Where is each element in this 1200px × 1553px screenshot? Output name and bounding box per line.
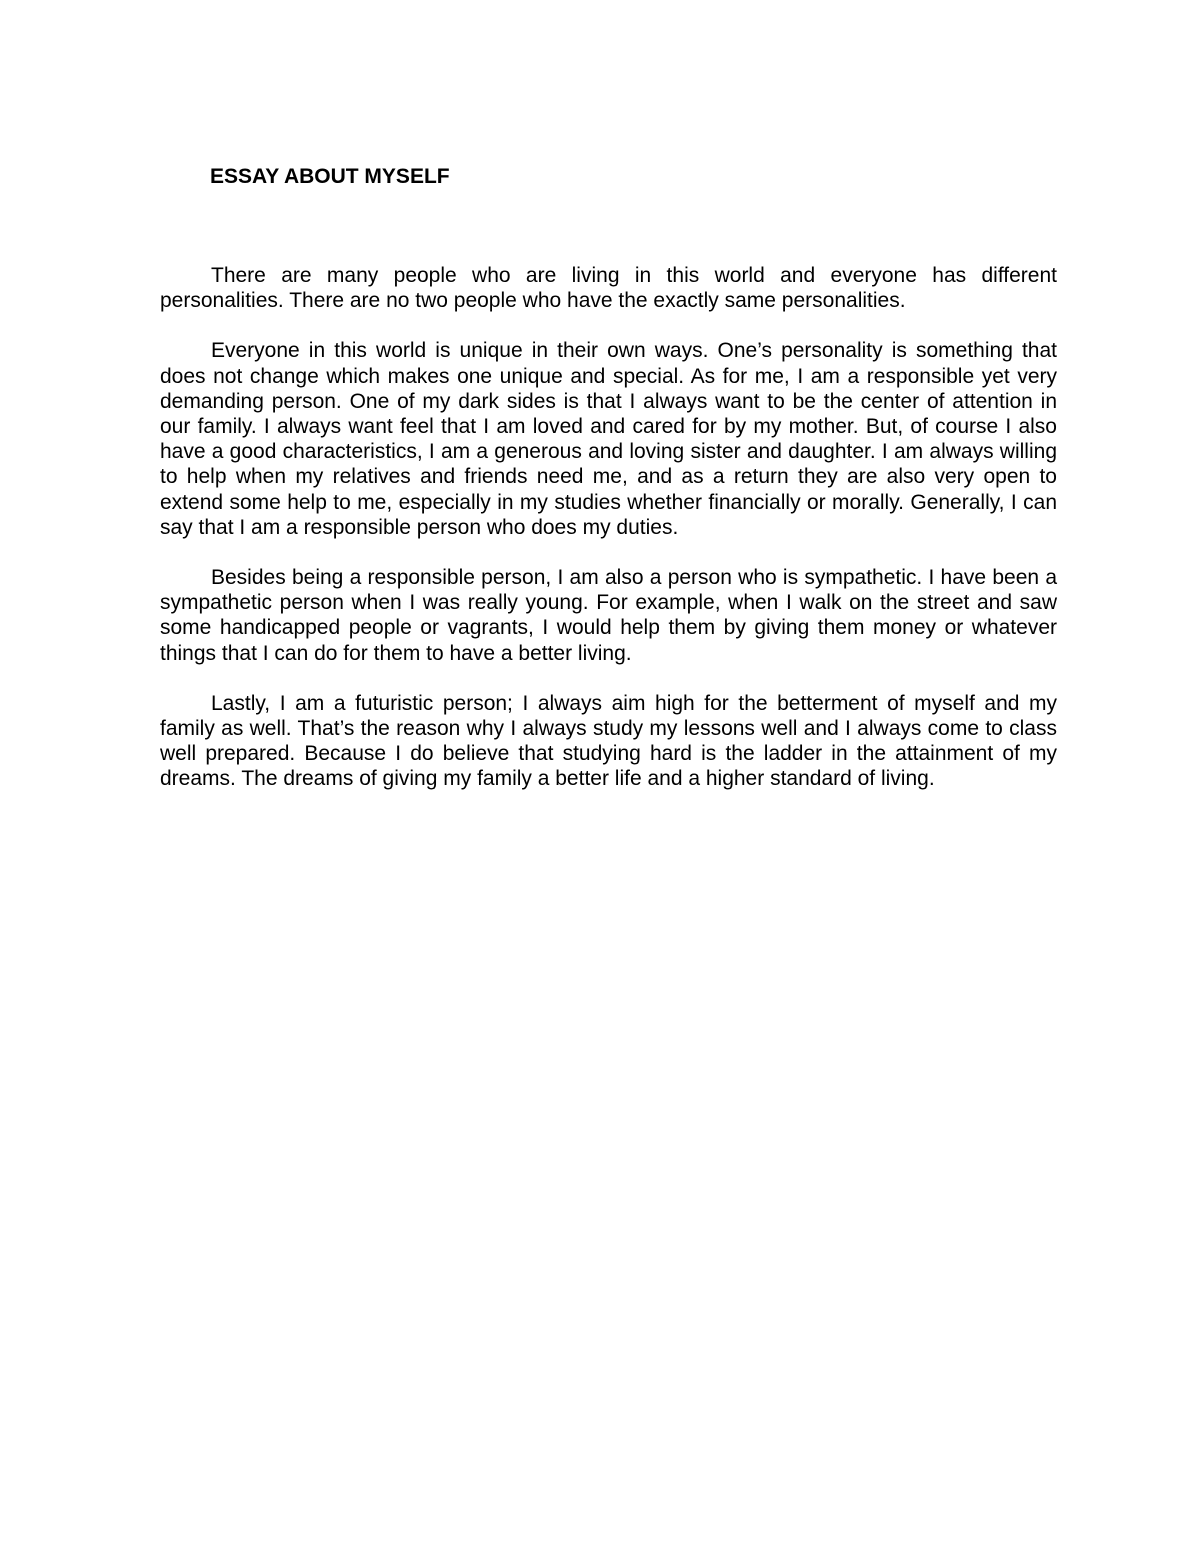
essay-paragraph-2: Everyone in this world is unique in their own ways. One’s personality is something that does not change which makes one unique and special. As for me, I am a responsible yet very demanding person. One of my dark sides is that I always want to be the center of attention in our family. I always want feel that I am loved and cared for by my mother. But, of course I also have a good characteristics, I am a generous and loving sister and daughter. I am always willing to help when my relatives and friends need me, and as a return they are also very open to extend some help to me, especially in my studies whether financially or morally. Generally, I can say that I am a responsible person who does my duties. [160, 339, 1057, 539]
essay-paragraph-4: Lastly, I am a futuristic person; I always aim high for the betterment of myself and my family as well. That’s the reason why I always study my lessons well and I always come to class well prepared. Because I do believe that studying hard is the ladder in the attainment of my dreams. The dreams of giving my family a better life and a higher standard of living. [160, 691, 1057, 791]
essay-paragraph-1: There are many people who are living in this world and everyone has different personalities. There are no two people who have the exactly same personalities. [160, 264, 1057, 313]
essay-paragraph-3: Besides being a responsible person, I am also a person who is sympathetic. I have been a sympathetic person when I was really young. For example, when I walk on the street and saw some handicapped people or vagrants, I would help them by giving them money or whatever things that I can do for them to have a better living. [160, 566, 1057, 665]
essay-body [160, 263, 1057, 817]
essay-title: ESSAY ABOUT MYSELF [210, 165, 450, 188]
